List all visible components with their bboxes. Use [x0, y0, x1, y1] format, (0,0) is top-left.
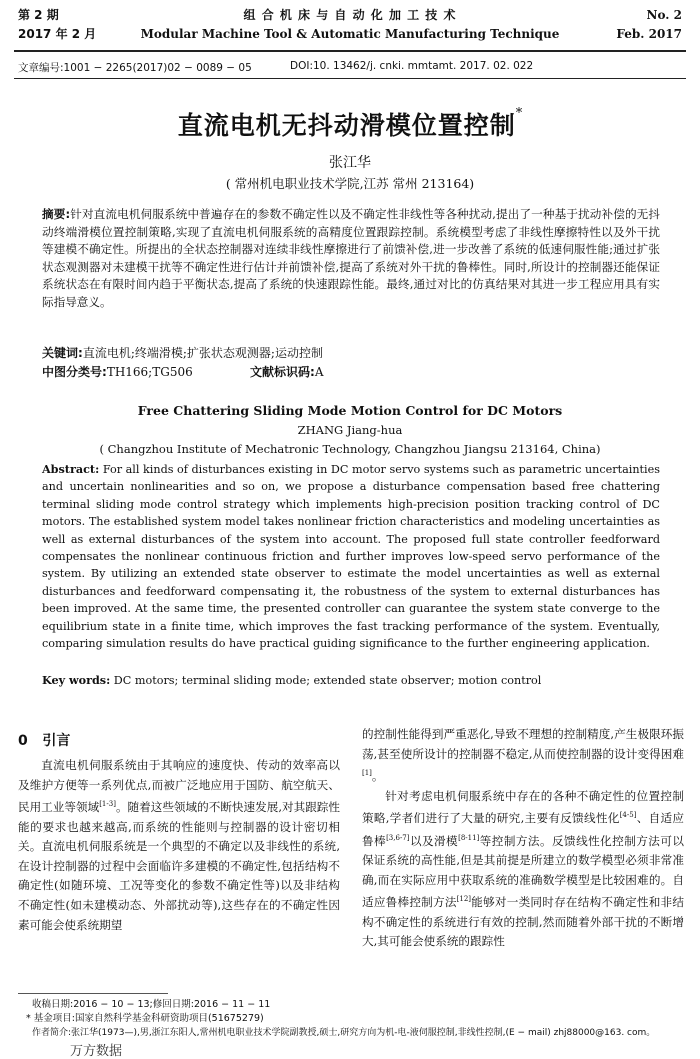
footnote-rule: [18, 993, 168, 994]
abstract-en: [42, 461, 660, 652]
right-para2-d: 等控制方法。反馈线性化控制方法可以保证系统的高性能,但是其前提是所建立的数学模型必须非常准确,而在实际应用中获取系统的准确数学模型是比较困难的。自适应鲁棒控制方法: [362, 833, 684, 910]
citation: [4-5]: [619, 811, 637, 820]
citation: [12]: [456, 895, 472, 904]
abstract-cn-text: 针对直流电机伺服系统中普遍存在的参数不确定性以及不确定性非线性等各种扰动,提出了一种基于扰动补偿的无抖动终端滑模位置控制策略,实现了直流电机伺服系统的高精度位置跟踪控制。系统模型考虑了非线性摩擦特性以及外干扰等建模不确定性。所提出的全状态控制器对连续非线性摩擦进行了前馈补偿,进一步改善了系统的低速伺服性能;通过扩张状态观测器对未建模干扰等不确定性进行估计并前馈补偿,提高了系统对外干扰的鲁棒性。同时,所设计的控制器还能保证系统状态在有限时间内趋于平衡状态,提高了系统的快速跟踪性能。最终,通过对比的仿真结果对其进一步工程应用具有实际指导意义。: [42, 207, 660, 309]
keywords-cn-text: 直流电机;终端滑模;扩张状态观测器;运动控制: [82, 346, 323, 360]
keywords-en-text: DC motors; terminal sliding mode; extended state observer; motion control: [113, 674, 542, 687]
date-en: Feb. 2017: [616, 27, 682, 41]
abstract-en-label: Abstract:: [42, 462, 100, 476]
footnote-fund: * 基金项目:国家自然科学基金科研资助项目(51675279): [26, 1013, 264, 1024]
date-cn: 2017 年 2 月: [18, 27, 97, 41]
right-column: [362, 725, 684, 952]
right-para1-end: 。: [371, 769, 384, 784]
class-label: 中图分类号:: [42, 365, 107, 379]
keywords-en: [42, 672, 660, 689]
footnote-author: 作者简介:张江华(1973—),男,浙江东阳人,常州机电职业技术学院副教授,硕士,研究方向为机-电-液伺服控制,非线性控制,(E − mail) zhj88000@163. com。: [32, 1028, 656, 1038]
citation: [3,6-7]: [386, 833, 410, 842]
doc-text: A: [314, 365, 324, 379]
section-title: 引言: [42, 733, 71, 749]
right-para2-c: 以及滑模: [409, 833, 459, 848]
right-para1-text: 的控制性能得到严重恶化,导致不理想的控制精度,产生极限环振荡,甚至使所设计的控制器不稳定,从而使控制器的设计变得困难: [362, 727, 684, 761]
doc-code-cn: [250, 363, 323, 382]
journal-en: Modular Machine Tool & Automatic Manufacturing Technique: [140, 27, 560, 41]
meta-rule: [14, 78, 686, 79]
right-para2-b: 、自适应鲁棒: [362, 811, 684, 848]
issue-cn: 第 2 期: [18, 8, 59, 22]
author-cn: 张江华: [329, 155, 371, 171]
footnote-dates: 收稿日期:2016 − 10 − 13;修回日期:2016 − 11 − 11: [32, 999, 271, 1010]
citation: [8-11]: [458, 833, 480, 842]
right-para2-e: 能够对一类同时存在结构不确定性和非结构不确定性的系统进行有效的控制,然而随着外部干扰的不断增大,其可能会使系统的跟踪性: [362, 895, 684, 949]
title-en: Free Chattering Sliding Mode Motion Control for DC Motors: [137, 403, 563, 418]
left-column: [18, 730, 340, 935]
classification-cn: [42, 363, 193, 382]
title-mark: *: [515, 106, 523, 121]
left-para-text: 直流电机伺服系统由于其响应的速度快、传动的效率高以及维护方便等一系列优点,而被广泛地应用于国防、航空航天、民用工业等领域: [18, 758, 340, 815]
abstract-cn: [42, 206, 660, 312]
abstract-en-text: For all kinds of disturbances existing in DC motor servo systems such as parametric uncertainties and uncertain nonlinearities and so on, we propose a disturbance compensation based free chattering terminal sliding mode control strategy which implements high-precision position tracking control of DC motors. The established system model takes nonlinear friction characteristics and modeling uncertainties as well as external disturbances of the system into account. The proposed full state controller feedforward compensates the nonlinear continuous friction and further improves low-speed servo performance of the system. By utilizing an extended state observer to estimate the model uncertainties as well as external disturbances and feedforward compensating it, the robustness of the system to external disturbances has been improved. At the same time, the presented controller can guarantee the system state converge to the equilibrium state in a finite time, which improves the fast tracking performance of the system. Eventually, comparing simulation results do have practical guiding significance to the further engineering application.: [42, 463, 660, 651]
doi: DOI:10. 13462/j. cnki. mmtamt. 2017. 02. 022: [290, 60, 534, 72]
intro-paragraph-left: [18, 756, 340, 935]
watermark: 万方数据: [70, 1044, 123, 1059]
no-en: No. 2: [646, 8, 682, 22]
author-en: ZHANG Jiang-hua: [297, 423, 403, 437]
header-rule: [14, 50, 686, 52]
section-heading: [18, 730, 340, 750]
right-para2-a: 针对考虑电机伺服系统中存在的各种不确定性的位置控制策略,学者们进行了大量的研究,主要有反馈线性化: [362, 788, 684, 826]
title-cn: 直流电机无抖动滑模位置控制: [177, 111, 516, 140]
section-number: 0: [18, 733, 28, 749]
keywords-cn: [42, 344, 323, 363]
keywords-en-label: Key words:: [42, 673, 111, 687]
affiliation-cn: ( 常州机电职业技术学院,江苏 常州 213164): [225, 176, 475, 191]
article-number: 文章编号:1001 − 2265(2017)02 − 0089 − 05: [18, 62, 252, 74]
keywords-cn-label: 关键词:: [42, 346, 83, 360]
journal-cn: 组 合 机 床 与 自 动 化 加 工 技 术: [243, 8, 457, 22]
intro-paragraph-right: [362, 725, 684, 952]
citation: [1-3]: [99, 800, 116, 809]
class-text: TH166;TG506: [106, 365, 193, 379]
affiliation-en: ( Changzhou Institute of Mechatronic Technology, Changzhou Jiangsu 213164, China): [99, 442, 601, 456]
left-para-text-b: 。随着这些领域的不断快速发展,对其跟踪性能的要求也越来越高,而系统的性能则与控制器的设计密切相关。直流电机伺服系统是一个典型的不确定以及非线性的系统,在设计控制器的过程中会面临许多建模的不确定性,包括结构不确定性(如随环境、工况等变化的参数不确定性等)以及非结构不确定性(如未建模动态、外部扰动等),这些存在的不确定性因素可能会使系统期望: [18, 800, 340, 932]
title-cn-wrap: [0, 106, 700, 142]
doc-label: 文献标识码:: [250, 365, 315, 379]
citation: [1]: [362, 769, 372, 778]
abstract-cn-label: 摘要:: [42, 207, 71, 221]
